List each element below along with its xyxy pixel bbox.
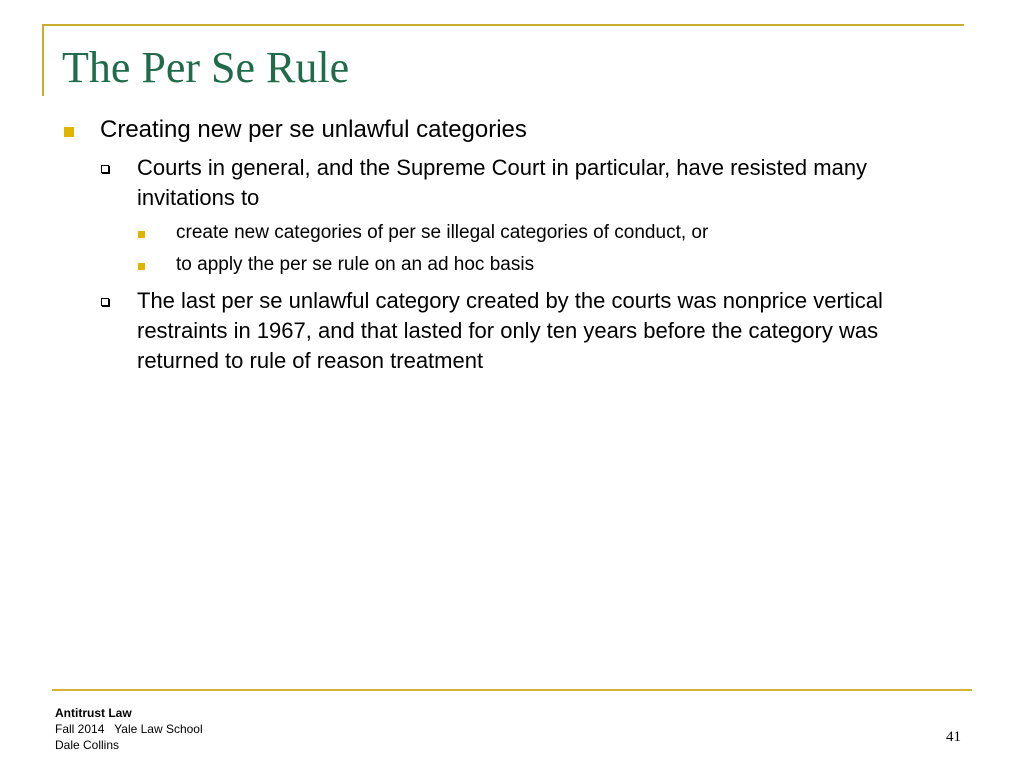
small-square-bullet-icon [138, 231, 145, 238]
bullet-text: to apply the per se rule on an ad hoc basis [176, 254, 535, 275]
hollow-square-bullet-icon [101, 298, 109, 306]
hollow-square-bullet-icon [101, 165, 109, 173]
bullet-square-icon [64, 127, 74, 137]
bullet-text: create new categories of per se illegal categories of conduct, or [176, 222, 709, 243]
footer-term-school: Fall 2014 Yale Law School [55, 722, 203, 736]
small-square-bullet-icon [138, 263, 145, 270]
footer-rule [52, 689, 972, 691]
slide-frame-top-rule [42, 24, 964, 26]
footer-course: Antitrust Law [55, 706, 132, 720]
slide-frame-left-rule [42, 24, 44, 96]
bullet-text: The last per se unlawful category created by the courts was nonprice vertical restraints in 1967, and that lasted for only ten years before the category was returned to rule of reason treatment [137, 288, 883, 373]
slide-title: The Per Se Rule [62, 43, 350, 92]
bullet-text: Courts in general, and the Supreme Court in particular, have resisted many invitations to [137, 155, 868, 210]
footer-info [55, 705, 203, 753]
bullet-text: Creating new per se unlawful categories [100, 116, 527, 143]
footer-author: Dale Collins [55, 738, 120, 752]
page-number: 41 [946, 729, 961, 745]
